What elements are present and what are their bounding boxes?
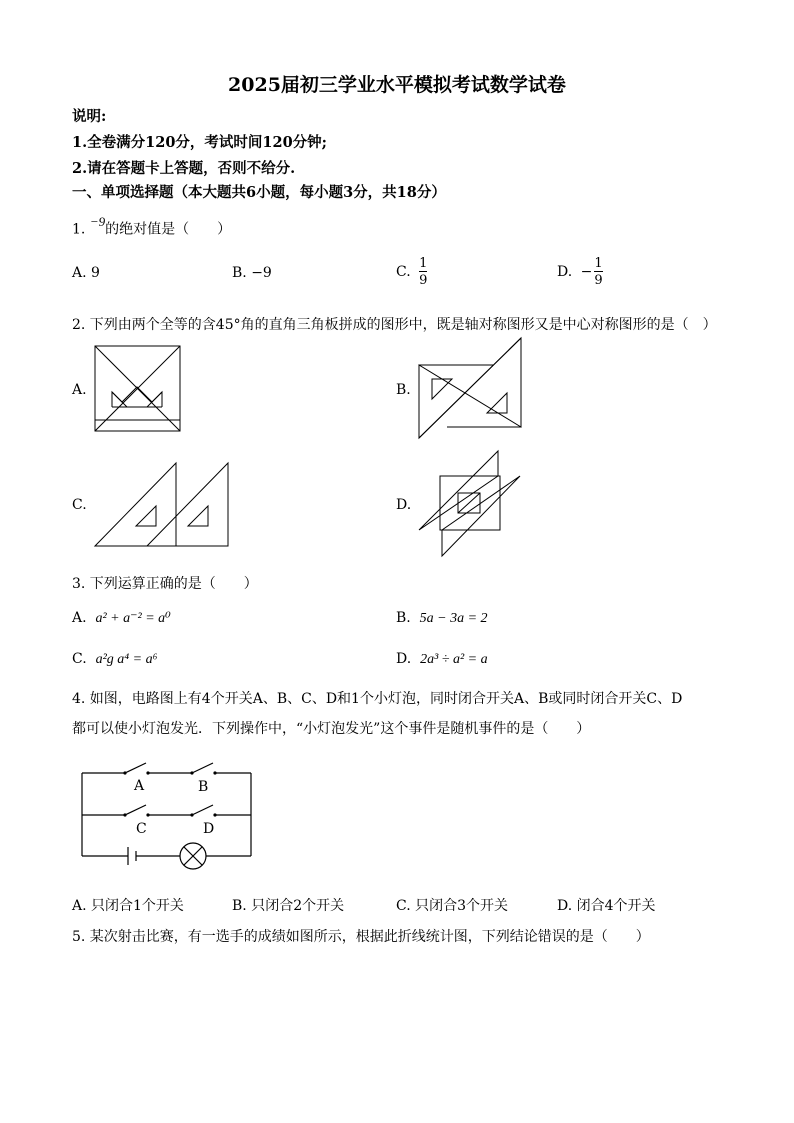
q2-figure-b [418, 337, 524, 439]
option-label: A. [72, 265, 87, 281]
option-expression: a² + a⁻² = a⁰ [95, 611, 171, 626]
q3-option-a [72, 610, 171, 627]
switch-label-a: A [134, 778, 145, 794]
question-3-stem: 3. 下列运算正确的是（ ） [72, 576, 258, 592]
q1-value: −9 [89, 214, 106, 229]
notes-heading: 说明: [72, 108, 107, 125]
page-title: 2025届初三学业水平模拟考试数学试卷 [228, 74, 566, 96]
q2-figure-c [94, 460, 234, 548]
q3-option-c [72, 651, 157, 668]
q1-option-b [232, 265, 272, 281]
option-label: B. [232, 265, 247, 281]
denominator: 9 [419, 273, 428, 288]
question-4-line-1: 4. 如图，电路图上有4个开关A、B、C、D和1个小灯泡，同时闭合开关A、B或同时闭合开关C、D [72, 691, 683, 707]
question-4-line-2: 都可以使小灯泡发光．下列操作中，“小灯泡发光”这个事件是随机事件的是（ ） [72, 721, 591, 737]
q2-option-d-label: D. [396, 497, 412, 513]
option-label: D. [396, 651, 412, 667]
option-label: A. [72, 610, 87, 626]
option-value: −9 [251, 265, 272, 281]
notes-line-1: 1.全卷满分120分，考试时间120分钟; [72, 134, 328, 151]
numerator: 1 [594, 256, 603, 271]
option-label: C. [72, 651, 87, 667]
option-label: C. [396, 264, 411, 280]
q1-option-d [557, 256, 603, 288]
q1-suffix: 的绝对值是（ ） [105, 221, 232, 238]
q1-option-a [72, 265, 100, 281]
q4-option-a: A. 只闭合1个开关 [72, 898, 184, 914]
notes-line-2: 2.请在答题卡上答题，否则不给分. [72, 160, 296, 177]
q1-number: 1. [72, 221, 86, 238]
q1-option-c [396, 256, 427, 288]
q2-option-a-label: A. [72, 382, 87, 398]
q4-option-d: D. 闭合4个开关 [557, 898, 656, 914]
denominator: 9 [594, 273, 603, 288]
q4-option-b: B. 只闭合2个开关 [232, 898, 345, 914]
question-1-stem [72, 216, 231, 239]
fraction [594, 256, 602, 288]
minus-sign: − [580, 264, 593, 280]
q2-option-b-label: B. [396, 382, 411, 398]
question-2-stem: 2. 下列由两个全等的含45°角的直角三角板拼成的图形中，既是轴对称图形又是中心对称图形的是（ ） [72, 317, 717, 333]
fraction [419, 256, 427, 288]
switch-label-c: C [136, 821, 147, 837]
q4-circuit-diagram [80, 758, 255, 868]
option-value: 9 [91, 265, 100, 281]
q2-option-c-label: C. [72, 497, 87, 513]
q2-figure-a [94, 345, 182, 433]
q4-option-c: C. 只闭合3个开关 [396, 898, 509, 914]
option-expression: 2a³ ÷ a² = a [420, 652, 488, 667]
q2-figure-d [418, 450, 524, 558]
question-5-stem: 5. 某次射击比赛，有一选手的成绩如图所示，根据此折线统计图，下列结论错误的是（ ） [72, 929, 650, 945]
numerator: 1 [419, 256, 428, 271]
q3-option-d [396, 651, 488, 668]
option-expression: 5a − 3a = 2 [419, 611, 488, 626]
q3-option-b [396, 610, 488, 627]
option-expression: a²g a⁴ = a⁶ [95, 652, 158, 667]
switch-label-b: B [198, 779, 209, 795]
option-label: B. [396, 610, 411, 626]
option-label: D. [557, 264, 573, 280]
section-heading: 一、单项选择题（本大题共6小题，每小题3分，共18分） [72, 184, 446, 201]
switch-label-d: D [203, 821, 215, 837]
